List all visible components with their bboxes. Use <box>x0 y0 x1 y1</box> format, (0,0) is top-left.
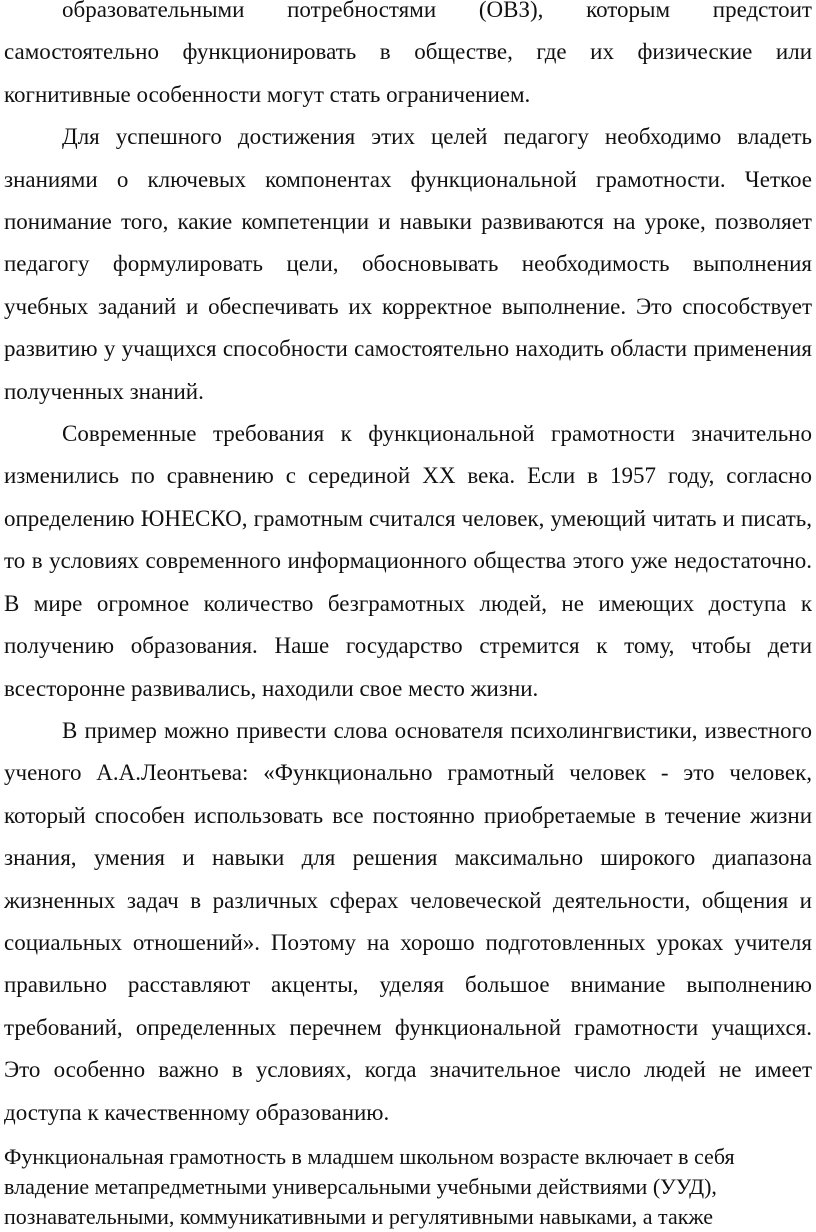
paragraph-competencies: Для успешного достижения этих целей педагогу необходимо владеть знаниями о ключевых компонентах функциональной грамотности. Четкое понимание того, какие компетенции и навыки развиваются на уроке, позволяет педагогу формулировать цели, обосновывать необходимость выполнения учебных заданий и обеспечивать их корректное выполнение. Это способствует развитию у учащихся способности самостоятельно находить области применения полученных знаний. <box>4 124 812 404</box>
paragraph-modern-requirements: Современные требования к функциональной грамотности значительно изменились по сравнению с серединой XX века. Если в 1957 году, согласно определению ЮНЕСКО, грамотным считался человек, умеющий читать и писать, то в условиях современного информационного общества этого уже недостаточно. В мире огромное количество безграмотных людей, не имеющих доступа к получению образования. Наше государство стремится к тому, чтобы дети всесторонне развивались, находили свое место жизни. <box>4 421 812 701</box>
paragraph-primary-school: Функциональная грамотность в младшем школьном возрасте включает в себя владение метапредметными универсальными учебными действиями (УУД), познавательными, коммуникативными и регулятивными навыками, а также <box>4 1143 735 1229</box>
paragraph-continuation: образовательными потребностями (ОВЗ), которым предстоит самостоятельно функционировать в обществе, где их физические или когнитивные особенности могут стать ограничением. <box>4 0 812 107</box>
paragraph-leontiev-quote: В пример можно привести слова основателя психолингвистики, известного ученого А.А.Леонтьева: «Функционально грамотный человек - это человек, который способен использовать все постоянно приобретаемые в течение жизни знания, умения и навыки для решения максимально широкого диапазона жизненных задач в различных сферах человеческой деятельности, общения и социальных отношений». Поэтому на хорошо подготовленных уроках учителя правильно расставляют акценты, уделяя большое внимание выполнению требований, определенных перечнем функциональной грамотности учащихся. Это особенно важно в условиях, когда значительное число людей не имеет доступа к качественному образованию. <box>4 717 812 1125</box>
